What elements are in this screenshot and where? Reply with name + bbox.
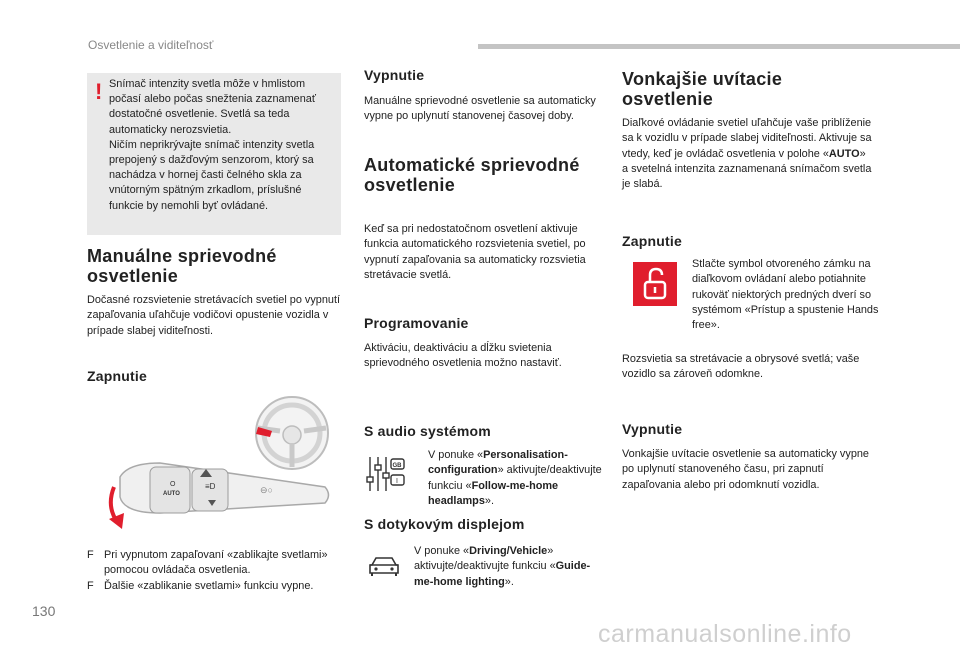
warning-text: Snímač intenzity svetla môže v hmlistom počasí alebo počas snežtenia zaznamenať dostatočné osvetlenie. Svetlá sa teda automaticky nerozsvietia. Ničím neprikrývajte snímač intenzity svetla prepojený s dažďovým senzorom, ktorý sa nachádza v hornej časti čelného skla za vnútorným spätným zrkadlom, príslušné funkcie by nemohli byť ovládané. — [109, 78, 316, 212]
auto-text: Keď sa pri nedostatočnom osvetlení aktivuje funkcia automatického rozsvietenia svetiel, po vypnutí zapaľovania sa automaticky rozsvietia stretávacie svetlá. — [364, 223, 586, 281]
touch-text: V ponuke «Driving/Vehicle» aktivujte/deaktivujte funkciu «Guide-me-home lighting». — [414, 545, 591, 588]
warning-icon: ! — [95, 79, 103, 104]
welcome-heading: Vonkajšie uvítacie osvetlenie — [622, 69, 783, 109]
audio-text: V ponuke «Personalisation-configuration» aktivujte/deaktivujte funkciu «Follow-me-home headlamps». — [428, 449, 602, 507]
touch-menu-name: Driving/Vehicle — [469, 545, 548, 557]
stalk-icon — [120, 463, 329, 513]
prog-text: Aktiváciu, deaktiváciu a dĺžku svietenia sprievodného osvetlenia možno nastaviť. — [364, 342, 562, 370]
welcome-off-text: Vonkajšie uvítacie osvetlenie sa automaticky vypne po uplynutí stanoveného času, pri zapnutí zapaľovania alebo pri odomknutí vozidla. — [622, 448, 869, 491]
svg-text:I: I — [396, 478, 398, 485]
lever-label-o: O — [170, 481, 176, 488]
welcome-on-text: Stlačte symbol otvoreného zámku na diaľkovom ovládaní alebo potiahnite rukoväť niektorých predných dverí so systémom «Prístup a spustenie Hands free». — [692, 258, 879, 332]
svg-text:⊖○: ⊖○ — [260, 485, 273, 495]
bullet-symbol-2: F — [87, 580, 94, 592]
flash-arrow-icon — [109, 513, 124, 529]
manual-intro: Dočasné rozsvietenie stretávacích svetiel po vypnutí zapaľovania uľahčuje vodičovi opustenie vozidla v prípade slabej viditeľnosti. — [87, 294, 341, 337]
touch-function-name: Guide-me-home lighting — [414, 560, 591, 588]
auto-heading: Automatické sprievodné osvetlenie — [364, 155, 580, 195]
unlock-icon — [633, 262, 677, 306]
bullet-2: Ďalšie «zablikanie svetlami» funkciu vypne. — [104, 580, 314, 592]
manual-on-heading: Zapnutie — [87, 368, 147, 384]
warning-box — [87, 73, 341, 235]
bullet-1: Pri vypnutom zapaľovaní «zablikajte svetlami» pomocou ovládača osvetlenia. — [104, 549, 328, 577]
lever-label-auto: AUTO — [163, 491, 180, 497]
off-text: Manuálne sprievodné osvetlenie sa automaticky vypne po uplynutí stanovenej časovej doby. — [364, 95, 596, 123]
welcome-intro: Diaľkové ovládanie svetiel uľahčuje vaše priblíženie sa k vozidlu v prípade slabej viditeľnosti. Aktivuje sa vtedy, keď je ovládač osvetlenia v polohe «AUTO» a svetelná intenzita zaznamenaná snímačom svetla je slabá. — [622, 117, 872, 191]
audio-function-name: Follow-me-home headlamps — [428, 479, 559, 507]
touch-heading: S dotykovým displejom — [364, 516, 525, 532]
watermark: carmanualsonline.info — [598, 620, 852, 648]
welcome-on-heading: Zapnutie — [622, 233, 682, 249]
audio-heading: S audio systémom — [364, 423, 491, 439]
svg-text:≡D: ≡D — [205, 482, 216, 491]
off-heading: Vypnutie — [364, 67, 425, 83]
prog-heading: Programovanie — [364, 315, 469, 331]
light-stalk-illustration — [100, 395, 340, 535]
section-title: Osvetlenie a viditeľnosť — [88, 38, 214, 52]
auto-position-label: AUTO — [828, 147, 860, 160]
header-bar — [478, 44, 960, 49]
car-icon — [368, 555, 400, 577]
bullet-symbol-1: F — [87, 549, 94, 561]
audio-menu-name: Personalisation-configuration — [428, 449, 568, 477]
svg-text:GB: GB — [392, 463, 402, 469]
page-number: 130 — [32, 603, 56, 619]
welcome-on-text-2: Rozsvietia sa stretávacie a obrysové svetlá; vaše vozidlo sa zároveň odomkne. — [622, 353, 860, 381]
welcome-off-heading: Vypnutie — [622, 421, 683, 437]
audio-settings-icon — [366, 455, 406, 493]
manual-heading: Manuálne sprievodné osvetlenie — [87, 246, 277, 286]
